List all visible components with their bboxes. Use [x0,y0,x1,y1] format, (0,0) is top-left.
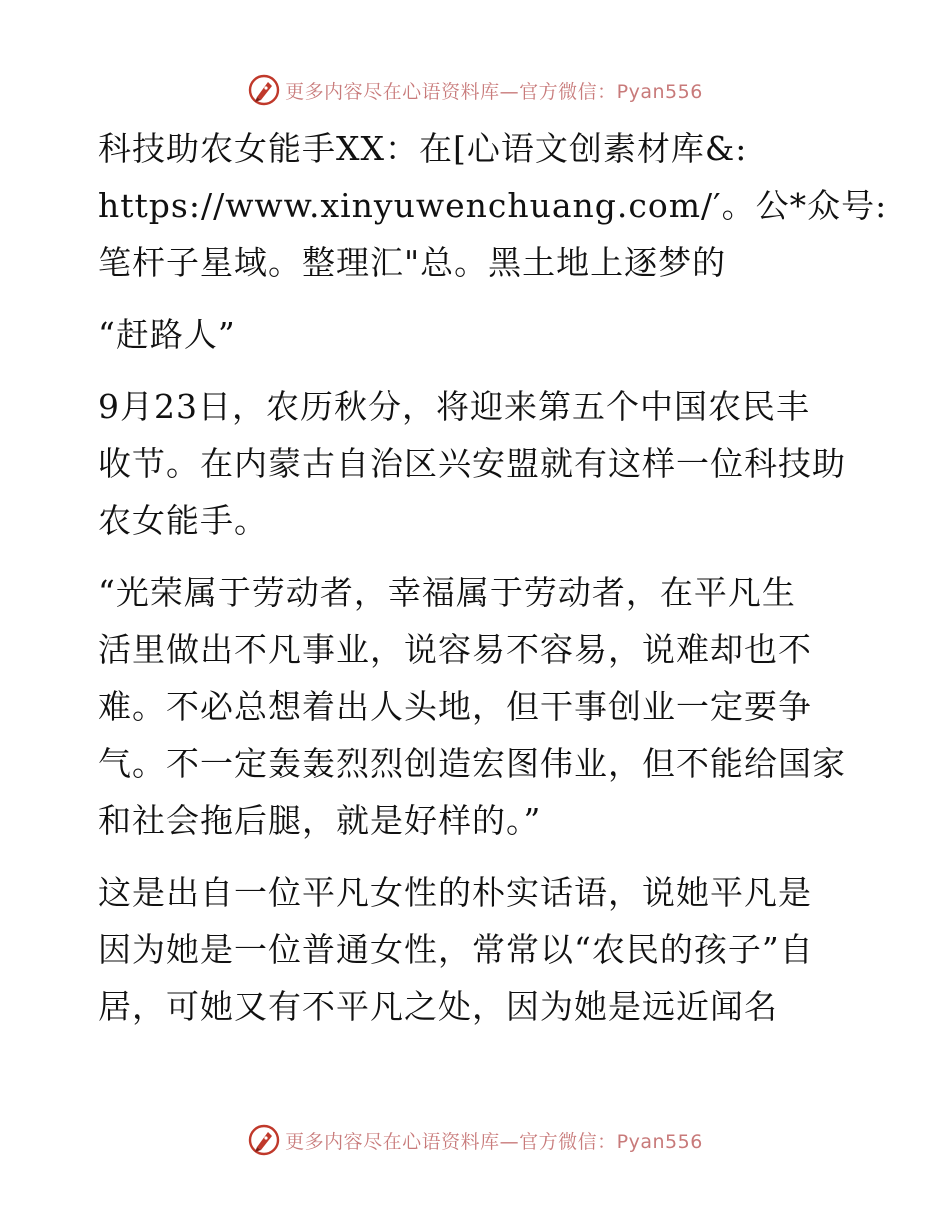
text-line: “光荣属于劳动者，幸福属于劳动者，在平凡生 [98,573,796,612]
paragraph-description [98,864,858,1035]
paragraph-subtitle [98,306,858,363]
text-line: https://www.xinyuwenchuang.com/′。公*众号: [98,186,888,225]
text-line: 因为她是一位普通女性，常常以“农民的孩子”自 [98,930,814,969]
text-line: 这是出自一位平凡女性的朴实话语，说她平凡是 [98,873,812,912]
pen-nib-logo-icon [247,1123,281,1157]
footer-banner-text: 更多内容尽在心语资料库—官方微信：Pyan556 [285,1130,703,1153]
paragraph-intro [98,378,858,549]
text-line: 气。不一定轰轰烈烈创造宏图伟业，但不能给国家 [98,744,846,783]
pen-nib-logo-icon [247,73,281,107]
paragraph-title [98,120,888,291]
header-banner-text: 更多内容尽在心语资料库—官方微信：Pyan556 [285,80,703,103]
text-line: 笔杆子星域。整理汇"总。黑土地上逐梦的 [98,243,727,282]
footer-banner [0,1120,950,1160]
paragraph-quote [98,564,858,849]
text-line: 科技助农女能手XX：在[心语文创素材库&: [98,129,748,168]
text-line: “赶路人” [98,315,236,354]
text-line: 农女能手。 [98,501,268,540]
text-line: 居，可她又有不平凡之处，因为她是远近闻名 [98,987,778,1026]
document-body [98,120,888,1035]
text-line: 难。不必总想着出人头地，但干事创业一定要争 [98,687,812,726]
text-line: 收节。在内蒙古自治区兴安盟就有这样一位科技助 [98,444,846,483]
header-banner [0,70,950,110]
text-line: 9月23日，农历秋分，将迎来第五个中国农民丰 [98,387,810,426]
text-line: 和社会拖后腿，就是好样的。” [98,801,542,840]
text-line: 活里做出不凡事业，说容易不容易，说难却也不 [98,630,812,669]
